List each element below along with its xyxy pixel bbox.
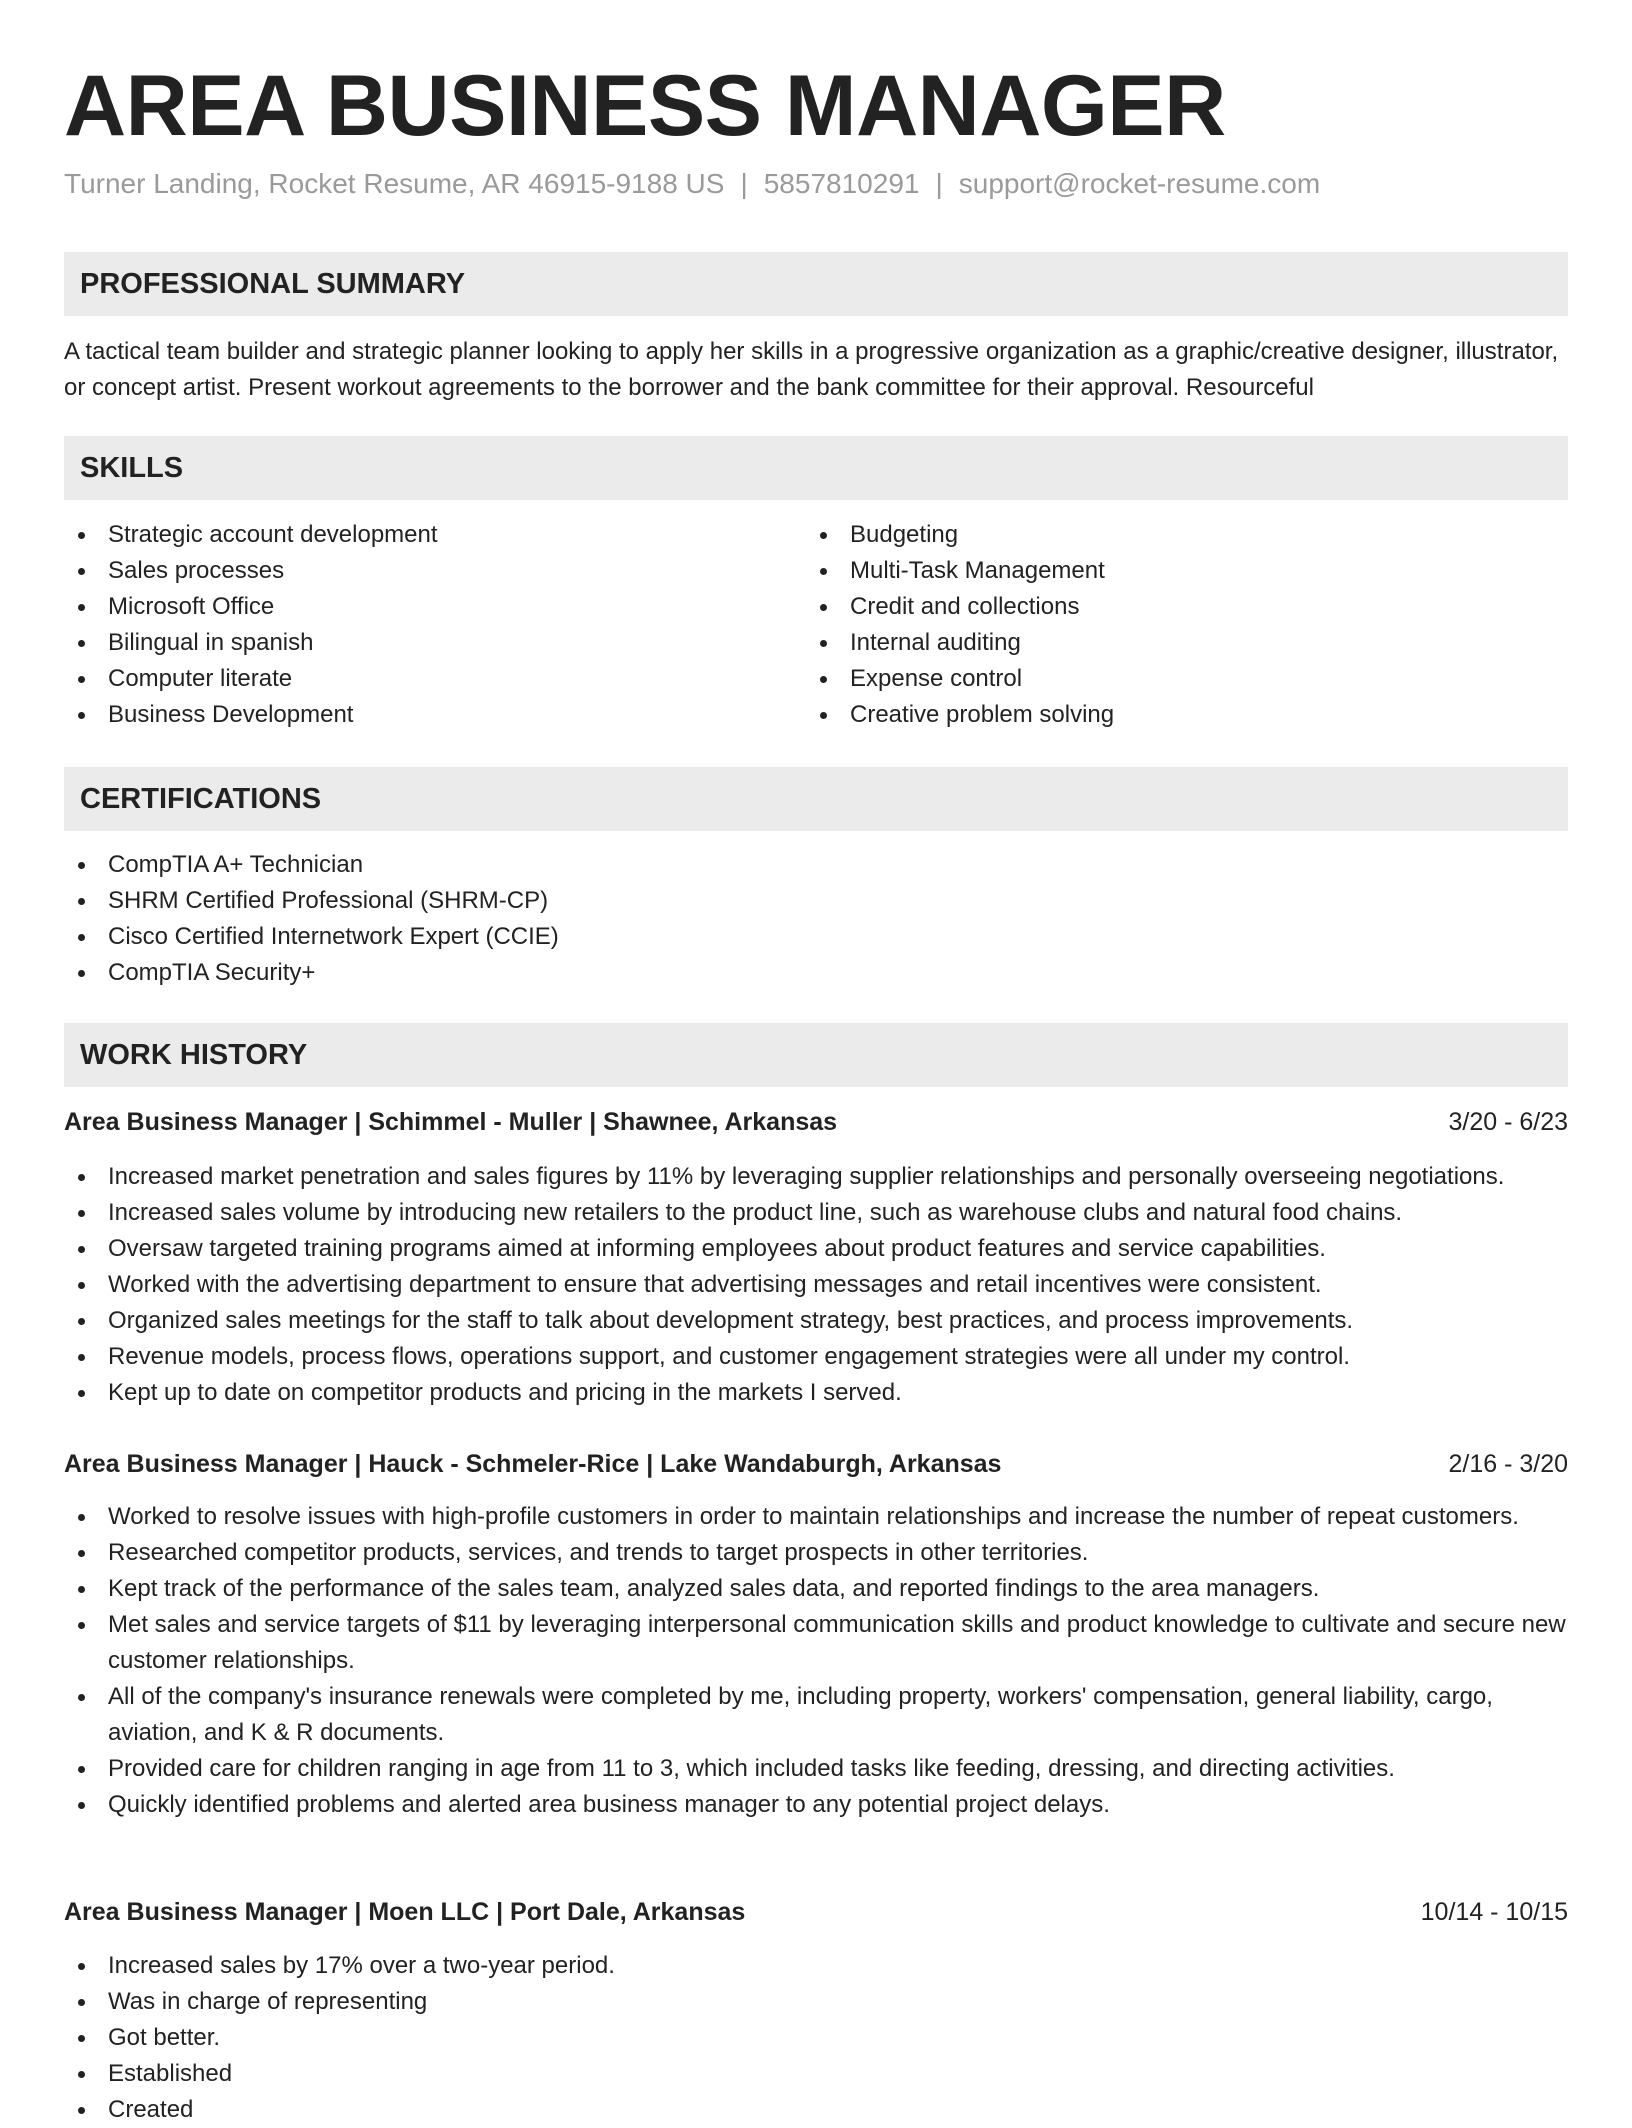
- skills-heading: SKILLS: [80, 452, 184, 484]
- skill-item: Budgeting: [806, 517, 1506, 553]
- resume-title: AREA BUSINESS MANAGER: [64, 58, 1226, 154]
- skill-item: Creative problem solving: [806, 697, 1506, 733]
- certification-item: SHRM Certified Professional (SHRM-CP): [64, 883, 1568, 919]
- job-bullet: Provided care for children ranging in age from 11 to 3, which included tasks like feeding, dressing, and directing activities.: [64, 1751, 1568, 1787]
- certification-item: CompTIA Security+: [64, 955, 1568, 991]
- job-bullets: [64, 1499, 1568, 1823]
- skill-item: Multi-Task Management: [806, 553, 1506, 589]
- job-bullet: Revenue models, process flows, operations support, and customer engagement strategies were all under my control.: [64, 1339, 1568, 1375]
- job-title: Area Business Manager | Schimmel - Muller | Shawnee, Arkansas: [64, 1108, 838, 1136]
- skill-item: Internal auditing: [806, 625, 1506, 661]
- summary-section-header: [64, 252, 1568, 316]
- job-bullet: Kept track of the performance of the sales team, analyzed sales data, and reported findings to the area managers.: [64, 1571, 1568, 1607]
- contact-phone[interactable]: 5857810291: [763, 168, 920, 199]
- job-bullet: Quickly identified problems and alerted area business manager to any potential project delays.: [64, 1787, 1568, 1823]
- job-title: Area Business Manager | Moen LLC | Port Dale, Arkansas: [64, 1898, 746, 1926]
- certifications-heading: CERTIFICATIONS: [80, 783, 322, 815]
- certification-item: CompTIA A+ Technician: [64, 847, 1568, 883]
- job-bullet: All of the company's insurance renewals were completed by me, including property, workers' compensation, general liability, cargo, aviation, and K & R documents.: [64, 1679, 1568, 1751]
- job-bullet: Increased sales by 17% over a two-year period.: [64, 1948, 1568, 1984]
- job-bullets: [64, 1159, 1568, 1411]
- skills-list-left: [64, 517, 764, 733]
- summary-heading: PROFESSIONAL SUMMARY: [80, 268, 466, 300]
- skill-item: Sales processes: [64, 553, 764, 589]
- skill-item: Credit and collections: [806, 589, 1506, 625]
- contact-address: Turner Landing, Rocket Resume, AR 46915-9188 US: [64, 168, 725, 199]
- job-bullet: Worked to resolve issues with high-profile customers in order to maintain relationships and increase the number of repeat customers.: [64, 1499, 1568, 1535]
- contact-email[interactable]: support@rocket-resume.com: [958, 168, 1321, 199]
- certifications-list: [64, 847, 1568, 991]
- skill-item: Expense control: [806, 661, 1506, 697]
- job-bullet: Created: [64, 2092, 1568, 2128]
- contact-separator: |: [740, 168, 748, 199]
- contact-line: [64, 166, 1320, 202]
- skill-item: Strategic account development: [64, 517, 764, 553]
- skill-item: Microsoft Office: [64, 589, 764, 625]
- skill-item: Business Development: [64, 697, 764, 733]
- job-dates: 10/14 - 10/15: [1420, 1898, 1568, 1926]
- job-bullets: [64, 1948, 1568, 2128]
- job-bullet: Got better.: [64, 2020, 1568, 2056]
- job-bullet: Worked with the advertising department to ensure that advertising messages and retail incentives were consistent.: [64, 1267, 1568, 1303]
- job-bullet: Was in charge of representing: [64, 1984, 1568, 2020]
- skills-list-right: [806, 517, 1506, 733]
- job-bullet: Increased sales volume by introducing new retailers to the product line, such as warehouse clubs and natural food chains.: [64, 1195, 1568, 1231]
- certification-item: Cisco Certified Internetwork Expert (CCIE): [64, 919, 1568, 955]
- job-dates: 2/16 - 3/20: [1448, 1450, 1568, 1478]
- job-bullet: Established: [64, 2056, 1568, 2092]
- job-bullet: Oversaw targeted training programs aimed at informing employees about product features and service capabilities.: [64, 1231, 1568, 1267]
- summary-text: A tactical team builder and strategic planner looking to apply her skills in a progressive organization as a graphic/creative designer, illustrator, or concept artist. Present workout agreements to the borrower and the bank committee for their approval. Resourceful: [64, 338, 1559, 401]
- work-history-heading: WORK HISTORY: [80, 1039, 308, 1071]
- contact-separator: |: [935, 168, 943, 199]
- job-bullet: Increased market penetration and sales figures by 11% by leveraging supplier relationships and personally overseeing negotiations.: [64, 1159, 1568, 1195]
- skill-item: Bilingual in spanish: [64, 625, 764, 661]
- job-bullet: Researched competitor products, services, and trends to target prospects in other territories.: [64, 1535, 1568, 1571]
- job-bullet: Kept up to date on competitor products and pricing in the markets I served.: [64, 1375, 1568, 1411]
- certifications-section-header: [64, 767, 1568, 831]
- job-bullet: Organized sales meetings for the staff to talk about development strategy, best practices, and process improvements.: [64, 1303, 1568, 1339]
- job-dates: 3/20 - 6/23: [1448, 1108, 1568, 1136]
- job-title: Area Business Manager | Hauck - Schmeler-Rice | Lake Wandaburgh, Arkansas: [64, 1450, 1002, 1478]
- job-bullet: Met sales and service targets of $11 by leveraging interpersonal communication skills and product knowledge to cultivate and secure new customer relationships.: [64, 1607, 1568, 1679]
- skills-section-header: [64, 436, 1568, 500]
- skill-item: Computer literate: [64, 661, 764, 697]
- work-history-section-header: [64, 1023, 1568, 1087]
